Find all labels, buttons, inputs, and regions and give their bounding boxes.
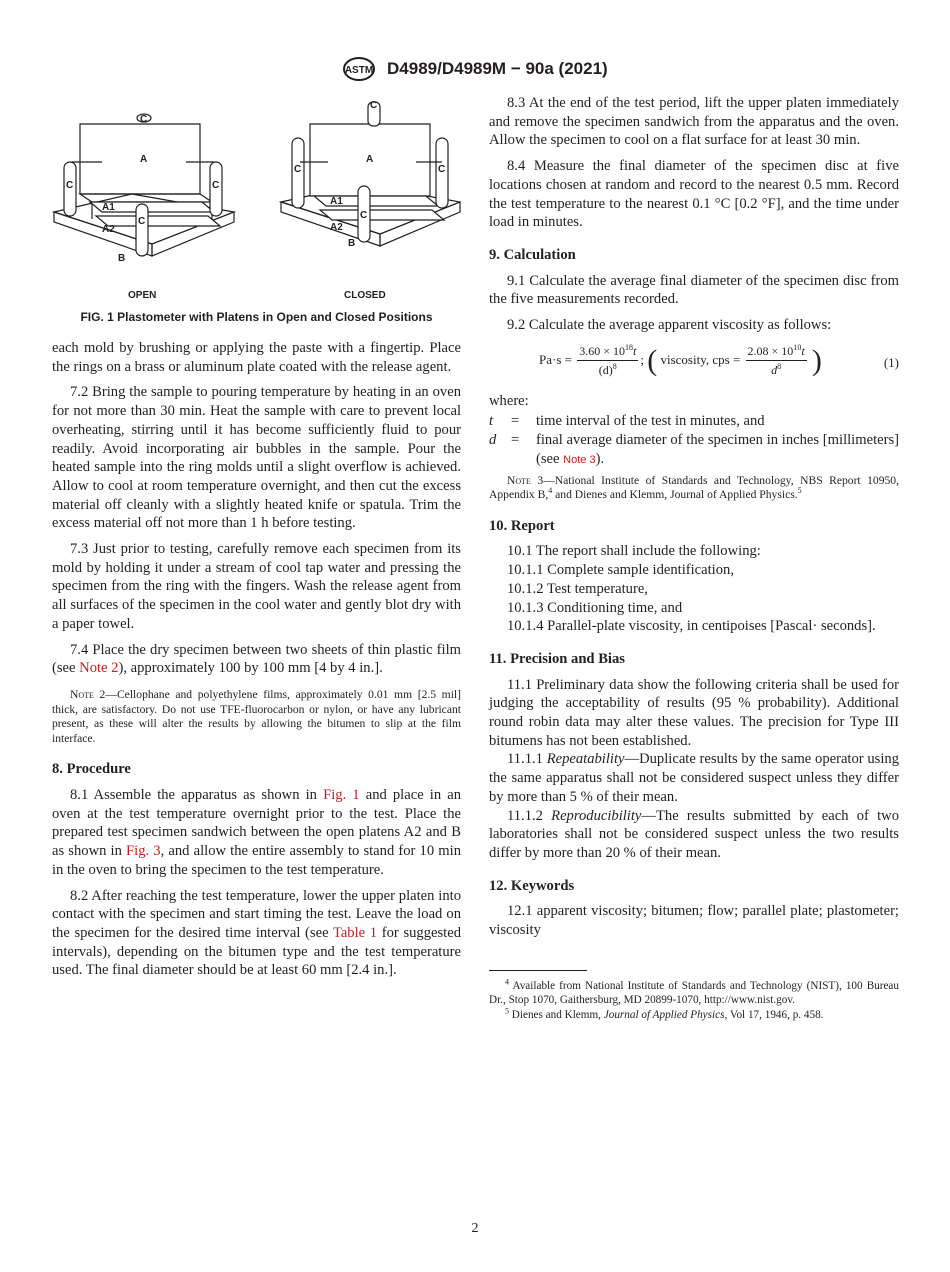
note-2-link[interactable]: Note 2 xyxy=(79,660,119,677)
var-t: t = time interval of the test in minutes, and xyxy=(489,413,765,430)
label-c-open-front: C xyxy=(138,216,146,227)
label-c-closed-top: C xyxy=(370,100,378,111)
right-column xyxy=(489,94,899,1022)
designation: D4989/D4989M − 90a (2021) xyxy=(387,59,608,78)
paragraph-12-1: 12.1 apparent viscosity; bitumen; flow; parallel plate; plastometer; viscosity xyxy=(489,903,899,939)
paragraph-8-2: 8.2 After reaching the test temperature, lower the upper platen into contact with the specimen and start timing the test. Leave the load on the specimen for the desired time interval (see Table 1 for suggested intervals), depending on the bitumen type and the test temperature used. The final diameter should be at least 60 mm [2.4 in.]. xyxy=(52,887,461,979)
page-number: 2 xyxy=(471,1221,479,1236)
var-d: d = final average diameter of the specimen in inches [millimeters] (see Note 3). xyxy=(489,432,899,467)
label-a2-open: A2 xyxy=(102,224,115,235)
where-label: where: xyxy=(489,392,529,409)
label-b-closed: B xyxy=(348,238,356,249)
label-a1-closed: A1 xyxy=(330,196,343,207)
label-c-open-right: C xyxy=(212,180,220,191)
table-1-link[interactable]: Table 1 xyxy=(332,924,378,941)
paragraph-11-1: 11.1 Preliminary data show the following criteria shall be used for judging the acceptability of results (95 % probability). Additional round robin data may alter these values. The precision for Type III bitumens has not been established. xyxy=(489,676,899,749)
fig-1-link[interactable]: Fig. 1 xyxy=(323,787,360,804)
figure-1 xyxy=(52,94,461,339)
equation-1: Pa·s = $\frac{3.60 \times 10^{18}t}{(d)^8}$ ; ( viscosity, cps = $\frac{2.08 \times 10^{10}t}{d^8}$ ) (1) xyxy=(539,342,899,378)
plastometer-diagram xyxy=(52,94,461,304)
note-3: Note 3—National Institute of Standards and Technology, NBS Report 10950, Appendix B,$^4$ and Dienes and Klemm, Journal of Applied Physics.$^5$ xyxy=(489,473,899,502)
page-header xyxy=(0,56,950,82)
footnote-5: $^5$ Dienes and Klemm, Journal of Applied Physics, Vol 17, 1946, p. 458. xyxy=(505,1006,824,1021)
note-3-link[interactable]: Note 3 xyxy=(563,453,596,466)
paragraph-8-1: 8.1 Assemble the apparatus as shown in Fig. 1 and place in an oven at the test temperature overnight prior to the test. Place the prepared test specimen sandwich between the open platens A2 and B as shown in Fig. 3, and allow the entire assembly to stand for 10 min in the oven to bring the specimen to the test temperature. xyxy=(52,787,462,878)
equation-number: (1) xyxy=(883,354,899,370)
report-10-1-4: 10.1.4 Parallel-plate viscosity, in centipoises [Pascal· seconds]. xyxy=(507,618,876,635)
logo-text: ASTM xyxy=(345,65,374,76)
heading-11: 11. Precision and Bias xyxy=(489,650,625,667)
paragraph-7-3: 7.3 Just prior to testing, carefully remove each specimen from its mold by holding it under a stream of cool tap water and pressing the specimen from the ring with the fingers. Wash the release agent from all surfaces of the specimen in the cool water and gently blot dry with a paper towel. xyxy=(52,541,461,632)
label-b-open: B xyxy=(118,253,126,264)
report-10-1-2: 10.1.2 Test temperature, xyxy=(507,580,648,597)
paragraph-8-3: 8.3 At the end of the test period, lift the upper platen immediately and remove the specimen sandwich from the apparatus and the oven. Allow the specimen to cool on a flat surface for at least 30 min. xyxy=(489,95,899,149)
figure-caption: FIG. 1 Plastometer with Platens in Open and Closed Positions xyxy=(80,310,433,324)
heading-9: 9. Calculation xyxy=(489,246,576,263)
paragraph-7-4: 7.4 Place the dry specimen between two sheets of thin plastic film (see Note 2), approximately 100 by 100 mm [4 by 4 in.]. xyxy=(52,641,461,677)
label-a-open: A xyxy=(140,154,148,165)
paragraph-7-2: 7.2 Bring the sample to pouring temperature by heating in an oven for not more than 30 min. Heat the sample with care to prevent local overheating, stirring until it has become sufficiently fluid to pour readily. Avoid incorporating air bubbles in the sample. Pour the heated sample into the ring molds until a slight overflow is achieved. Allow to cool at room temperature overnight, and then cut the excess material off cleanly with a slightly heated knife or spatula. Trim the excess material off not more than 1 h before testing. xyxy=(52,384,461,532)
label-a2-closed: A2 xyxy=(330,222,343,233)
report-10-1-1: 10.1.1 Complete sample identification, xyxy=(507,562,734,579)
label-c-open-left: C xyxy=(66,180,74,191)
label-c-closed-right: C xyxy=(438,164,446,175)
label-c-open-top: C xyxy=(140,114,148,125)
heading-12: 12. Keywords xyxy=(489,877,575,894)
label-open: OPEN xyxy=(128,290,157,301)
label-c-closed-front: C xyxy=(360,210,368,221)
label-c-closed-left: C xyxy=(294,164,302,175)
report-10-1: 10.1 The report shall include the following: xyxy=(507,543,761,560)
label-a1-open: A1 xyxy=(102,202,115,213)
note-2: Note 2—Cellophane and polyethylene films, approximately 0.01 mm [2.5 mil] thick, are satisfactory. Do not use TFE-fluorocarbon or nylon, or have any lubricant present, as these will alter the results by allowing the bitumen to slip at the film interface. xyxy=(52,687,461,745)
paragraph-8-4: 8.4 Measure the final diameter of the specimen disc at five locations chosen at random and record to the nearest 0.5 mm. Record the test temperature to the nearest 0.1 °C [0.2 °F], and the time under load in minutes. xyxy=(489,158,899,231)
paragraph-11-1-1: 11.1.1 Repeatability—Duplicate results by the same operator using the same apparatus shall not be considered suspect unless they differ by more than 5 % of their mean. xyxy=(489,751,900,805)
paragraph-9-2: 9.2 Calculate the average apparent viscosity as follows: xyxy=(507,317,832,334)
left-column xyxy=(52,94,461,987)
label-closed: CLOSED xyxy=(344,290,386,301)
heading-10: 10. Report xyxy=(489,517,555,534)
paragraph-9-1: 9.1 Calculate the average final diameter of the specimen disc from the five measurements recorded. xyxy=(489,272,899,308)
label-a-closed: A xyxy=(366,154,374,165)
fig-3-link[interactable]: Fig. 3 xyxy=(126,843,161,860)
paragraph-7-1-cont: each mold by brushing or applying the paste with a fingertip. Place the rings on a brass or aluminum plate coated with the release agent. xyxy=(52,340,461,375)
paragraph-11-1-2: 11.1.2 Reproducibility—The results submitted by each of two laboratories shall not be considered suspect unless the two results differ by more than 20 % of their mean. xyxy=(489,807,899,861)
heading-8: 8. Procedure xyxy=(52,761,131,778)
footnote-rule xyxy=(489,970,587,971)
report-10-1-3: 10.1.3 Conditioning time, and xyxy=(507,599,683,616)
footnote-4: $^4$ Available from National Institute of Standards and Technology (NIST), 100 Bureau Dr., Stop 1070, Gaithersburg, MD 20899-1070, http://www.nist.gov. xyxy=(489,977,899,1007)
astm-logo-icon xyxy=(342,56,376,82)
